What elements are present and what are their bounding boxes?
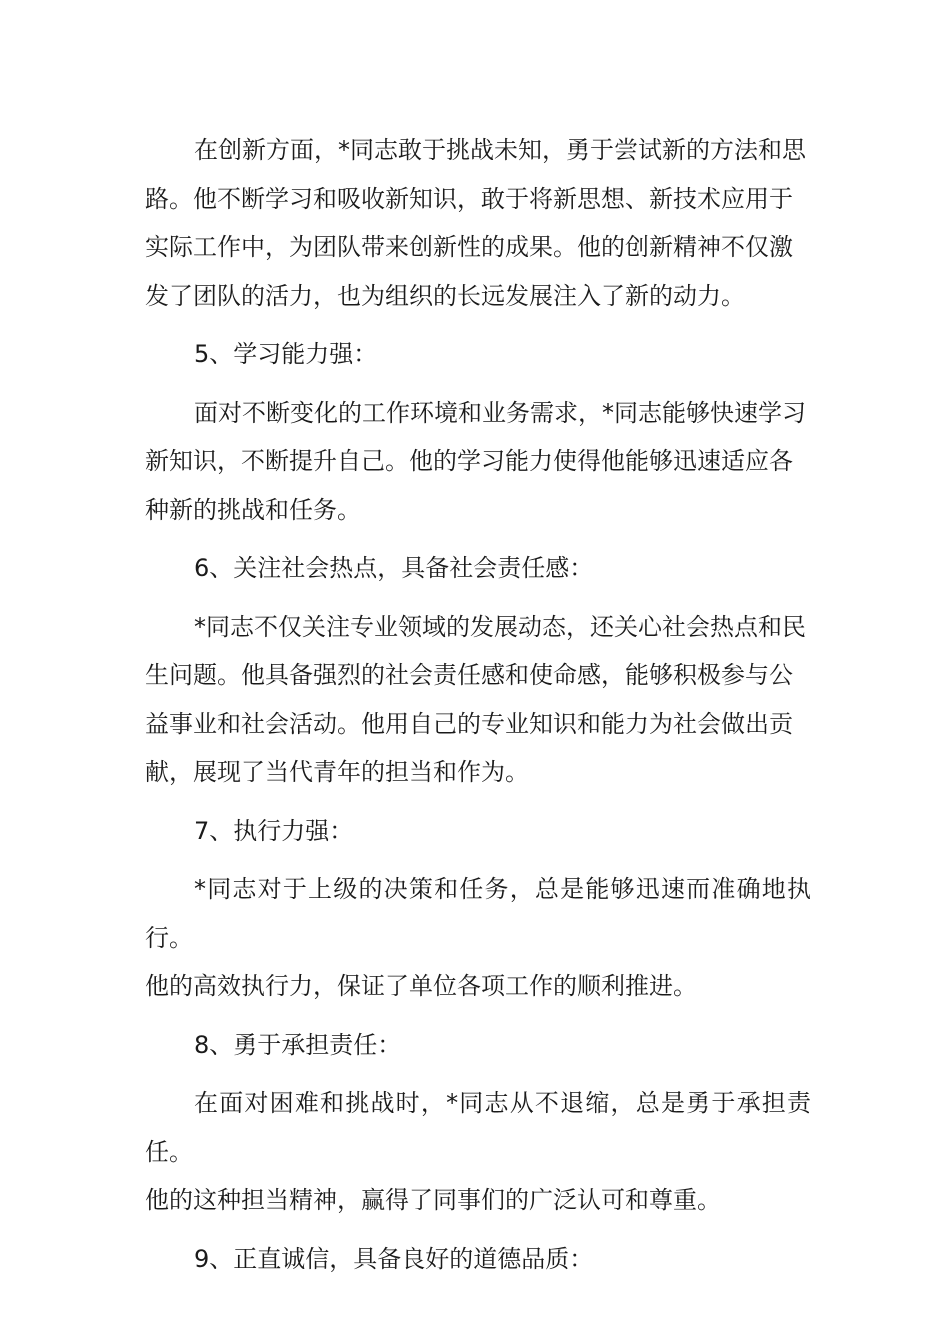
text-line: 在面对困难和挑战时，*同志从不退缩，总是勇于承担责任。: [145, 1089, 811, 1166]
paragraph-learning: [145, 389, 811, 535]
paragraph-innovation: [145, 126, 811, 320]
text-line: 面对不断变化的工作环境和业务需求，*同志能够快速学习: [194, 398, 806, 427]
paragraph-social-responsibility: [145, 603, 811, 797]
text-line: 实际工作中，为团队带来创新性的成果。他的创新精神不仅激: [145, 233, 793, 261]
text-line: 他的高效执行力，保证了单位各项工作的顺利推进。: [145, 972, 697, 1000]
text-line: 路。他不断学习和吸收新知识，敢于将新思想、新技术应用于: [145, 184, 793, 213]
text-line: 他的这种担当精神，赢得了同事们的广泛认可和尊重。: [145, 1186, 721, 1214]
text-line: 发了团队的活力，也为组织的长远发展注入了新的动力。: [145, 281, 745, 310]
paragraph-execution: [145, 865, 811, 1011]
section-heading-7: 7、执行力强：: [194, 816, 354, 845]
text-line: 献，展现了当代青年的担当和作为。: [145, 758, 529, 786]
text-line: *同志对于上级的决策和任务，总是能够迅速而准确地执行。: [145, 875, 811, 952]
document-page: [145, 126, 811, 1283]
text-line: 种新的挑战和任务。: [145, 495, 361, 524]
text-line: 益事业和社会活动。他用自己的专业知识和能力为社会做出贡: [145, 709, 793, 738]
text-line: 新知识，不断提升自己。他的学习能力使得他能够迅速适应各: [145, 447, 793, 475]
text-line: *同志不仅关注专业领域的发展动态，还关心社会热点和民: [194, 612, 806, 641]
section-heading-5: 5、学习能力强：: [194, 340, 378, 368]
text-line: 在创新方面，*同志敢于挑战未知，勇于尝试新的方法和思: [194, 136, 806, 164]
section-heading-8: 8、勇于承担责任：: [194, 1030, 402, 1059]
paragraph-responsibility: [145, 1079, 811, 1225]
section-heading-6: 6、关注社会热点，具备社会责任感：: [194, 554, 594, 582]
text-line: 生问题。他具备强烈的社会责任感和使命感，能够积极参与公: [145, 661, 793, 689]
section-heading-9: 9、正直诚信，具备良好的道德品质：: [194, 1244, 594, 1273]
